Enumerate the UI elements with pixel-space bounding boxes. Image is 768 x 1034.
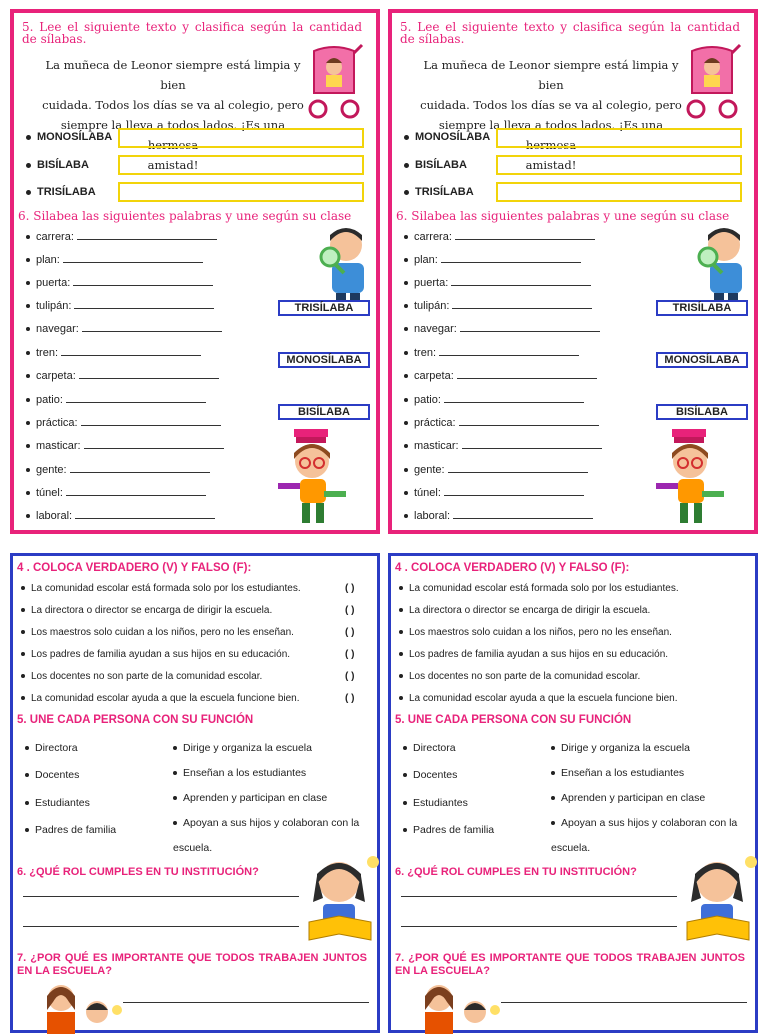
stroller-illustration [304, 43, 364, 121]
word-item: puerta: [404, 276, 591, 289]
class-label-tri: TRISÍLABA [26, 186, 96, 198]
story-line: La muñeca de Leonor siempre está limpia y bien [45, 58, 301, 92]
reading-girl-illustration [679, 852, 759, 944]
tag-bisilaba[interactable]: BISÍLABA [278, 404, 370, 420]
class-label-mono: MONOSÍLABA [26, 131, 112, 143]
q5-title: 5. Lee el siguiente texto y clasifica según la cantidad de sílabas. [400, 20, 740, 46]
word-item: patio: [404, 393, 584, 406]
answer-parentheses[interactable]: ( ) [345, 583, 355, 594]
boy-magnifier-illustration [314, 221, 374, 303]
teacher-student-illustration [417, 980, 507, 1034]
story-line: siempre la lleva a todos lados. ¡Es una hermosa [438, 118, 664, 152]
function-item: Aprenden y participan en clase [173, 786, 373, 811]
word-item: navegar: [404, 322, 600, 335]
answer-parentheses[interactable]: ( ) [345, 605, 355, 616]
statement-item: La comunidad escolar está formada solo por los estudiantes. [399, 583, 679, 594]
person-item: Directora [25, 742, 78, 754]
story-line: amistad! [147, 158, 199, 172]
word-item: plan: [404, 253, 581, 266]
word-item: patio: [26, 393, 206, 406]
function-item: Enseñan a los estudiantes [551, 761, 751, 786]
worksheet-card-bottom-right [388, 553, 758, 1033]
story-line: cuidada. Todos los días se va al colegio, pero [420, 98, 682, 112]
q5-title: 5. Lee el siguiente texto y clasifica según la cantidad de sílabas. [22, 20, 362, 46]
answer-line[interactable] [401, 926, 677, 927]
person-item: Estudiantes [403, 797, 468, 809]
tag-monosilaba[interactable]: MONOSÍLABA [656, 352, 748, 368]
word-item: tren: [26, 346, 201, 359]
tag-trisilaba[interactable]: TRISÍLABA [656, 300, 748, 316]
tag-trisilaba[interactable]: TRISÍLABA [278, 300, 370, 316]
answer-box-mono[interactable] [496, 128, 742, 148]
q6-title: 6. Silabea las siguientes palabras y une según su clase [18, 209, 352, 223]
word-item: navegar: [26, 322, 222, 335]
statement-item: Los docentes no son parte de la comunidad escolar. [399, 671, 640, 682]
answer-box-mono[interactable] [118, 128, 364, 148]
statement-item: Los docentes no son parte de la comunidad escolar. [21, 671, 262, 682]
class-label-mono: MONOSÍLABA [404, 131, 490, 143]
word-item: laboral: [26, 509, 215, 522]
word-item: túnel: [404, 486, 584, 499]
answer-parentheses[interactable]: ( ) [345, 627, 355, 638]
word-item: carpeta: [404, 369, 597, 382]
answer-box-tri[interactable] [496, 182, 742, 202]
statement-item: Los maestros solo cuidan a los niños, pero no les enseñan. [399, 627, 672, 638]
answer-box-tri[interactable] [118, 182, 364, 202]
person-item: Padres de familia [25, 824, 116, 836]
word-item: carrera: [404, 230, 595, 243]
story-line: cuidada. Todos los días se va al colegio, pero [42, 98, 304, 112]
statement-item: La comunidad escolar ayuda a que la escuela funcione bien. [399, 693, 678, 704]
function-item: Apoyan a sus hijos y colaboran con la escuela. [551, 817, 738, 854]
function-item: Dirige y organiza la escuela [551, 736, 751, 761]
word-item: masticar: [404, 439, 602, 452]
statement-item: Los padres de familia ayudan a sus hijos en su educación. [399, 649, 668, 660]
word-item: práctica: [26, 416, 221, 429]
statement-item: Los padres de familia ayudan a sus hijos en su educación. [21, 649, 290, 660]
word-item: tren: [404, 346, 579, 359]
worksheet-card-top-left [10, 9, 380, 534]
function-item: Dirige y organiza la escuela [173, 736, 373, 761]
q6-role-title: 6. ¿QUÉ ROL CUMPLES EN TU INSTITUCIÓN? [395, 866, 637, 878]
teacher-student-illustration [39, 980, 129, 1034]
person-item: Estudiantes [25, 797, 90, 809]
stroller-illustration [682, 43, 742, 121]
word-item: práctica: [404, 416, 599, 429]
word-item: gente: [404, 463, 588, 476]
girl-books-illustration [276, 427, 350, 527]
word-item: plan: [26, 253, 203, 266]
q5-match-title: 5. UNE CADA PERSONA CON SU FUNCIÓN [395, 714, 632, 726]
statement-item: La directora o director se encarga de dirigir la escuela. [399, 605, 650, 616]
answer-parentheses[interactable]: ( ) [345, 671, 355, 682]
word-item: túnel: [26, 486, 206, 499]
story-line: La muñeca de Leonor siempre está limpia y bien [423, 58, 679, 92]
person-item: Directora [403, 742, 456, 754]
q7-title: 7. ¿POR QUÉ ES IMPORTANTE QUE TODOS TRABAJEN JUNTOS EN LA ESCUELA? [17, 952, 367, 977]
word-item: puerta: [26, 276, 213, 289]
word-item: tulipán: [404, 299, 592, 312]
answer-parentheses[interactable]: ( ) [345, 649, 355, 660]
statement-item: La directora o director se encarga de dirigir la escuela. [21, 605, 272, 616]
word-item: gente: [26, 463, 210, 476]
answer-box-bi[interactable] [496, 155, 742, 175]
answer-line[interactable] [23, 926, 299, 927]
answer-line[interactable] [123, 1002, 369, 1003]
person-item: Docentes [25, 769, 79, 781]
statement-item: Los maestros solo cuidan a los niños, pero no les enseñan. [21, 627, 294, 638]
story-line: amistad! [525, 158, 577, 172]
q6-role-title: 6. ¿QUÉ ROL CUMPLES EN TU INSTITUCIÓN? [17, 866, 259, 878]
function-item: Apoyan a sus hijos y colaboran con la escuela. [173, 817, 360, 854]
boy-magnifier-illustration [692, 221, 752, 303]
q6-title: 6. Silabea las siguientes palabras y une según su clase [396, 209, 730, 223]
word-item: carrera: [26, 230, 217, 243]
q4-title: 4 . COLOCA VERDADERO (V) Y FALSO (F): [17, 562, 252, 574]
answer-parentheses[interactable]: ( ) [345, 693, 355, 704]
person-item: Docentes [403, 769, 457, 781]
story-line: siempre la lleva a todos lados. ¡Es una hermosa [60, 118, 286, 152]
person-item: Padres de familia [403, 824, 494, 836]
function-item: Aprenden y participan en clase [551, 786, 751, 811]
function-item: Enseñan a los estudiantes [173, 761, 373, 786]
answer-line[interactable] [23, 896, 299, 897]
class-label-bi: BISÍLABA [26, 159, 89, 171]
q5-match-title: 5. UNE CADA PERSONA CON SU FUNCIÓN [17, 714, 254, 726]
answer-box-bi[interactable] [118, 155, 364, 175]
girl-books-illustration [654, 427, 728, 527]
reading-girl-illustration [301, 852, 381, 944]
class-label-tri: TRISÍLABA [404, 186, 474, 198]
statement-item: La comunidad escolar está formada solo por los estudiantes. [21, 583, 301, 594]
class-label-bi: BISÍLABA [404, 159, 467, 171]
answer-line[interactable] [401, 896, 677, 897]
word-item: tulipán: [26, 299, 214, 312]
word-item: laboral: [404, 509, 593, 522]
tag-bisilaba[interactable]: BISÍLABA [656, 404, 748, 420]
word-item: masticar: [26, 439, 224, 452]
q4-title: 4 . COLOCA VERDADERO (V) Y FALSO (F): [395, 562, 630, 574]
tag-monosilaba[interactable]: MONOSÍLABA [278, 352, 370, 368]
q7-title: 7. ¿POR QUÉ ES IMPORTANTE QUE TODOS TRABAJEN JUNTOS EN LA ESCUELA? [395, 952, 745, 977]
word-item: carpeta: [26, 369, 219, 382]
worksheet-card-top-right [388, 9, 758, 534]
answer-line[interactable] [501, 1002, 747, 1003]
statement-item: La comunidad escolar ayuda a que la escuela funcione bien. [21, 693, 300, 704]
worksheet-card-bottom-left [10, 553, 380, 1033]
